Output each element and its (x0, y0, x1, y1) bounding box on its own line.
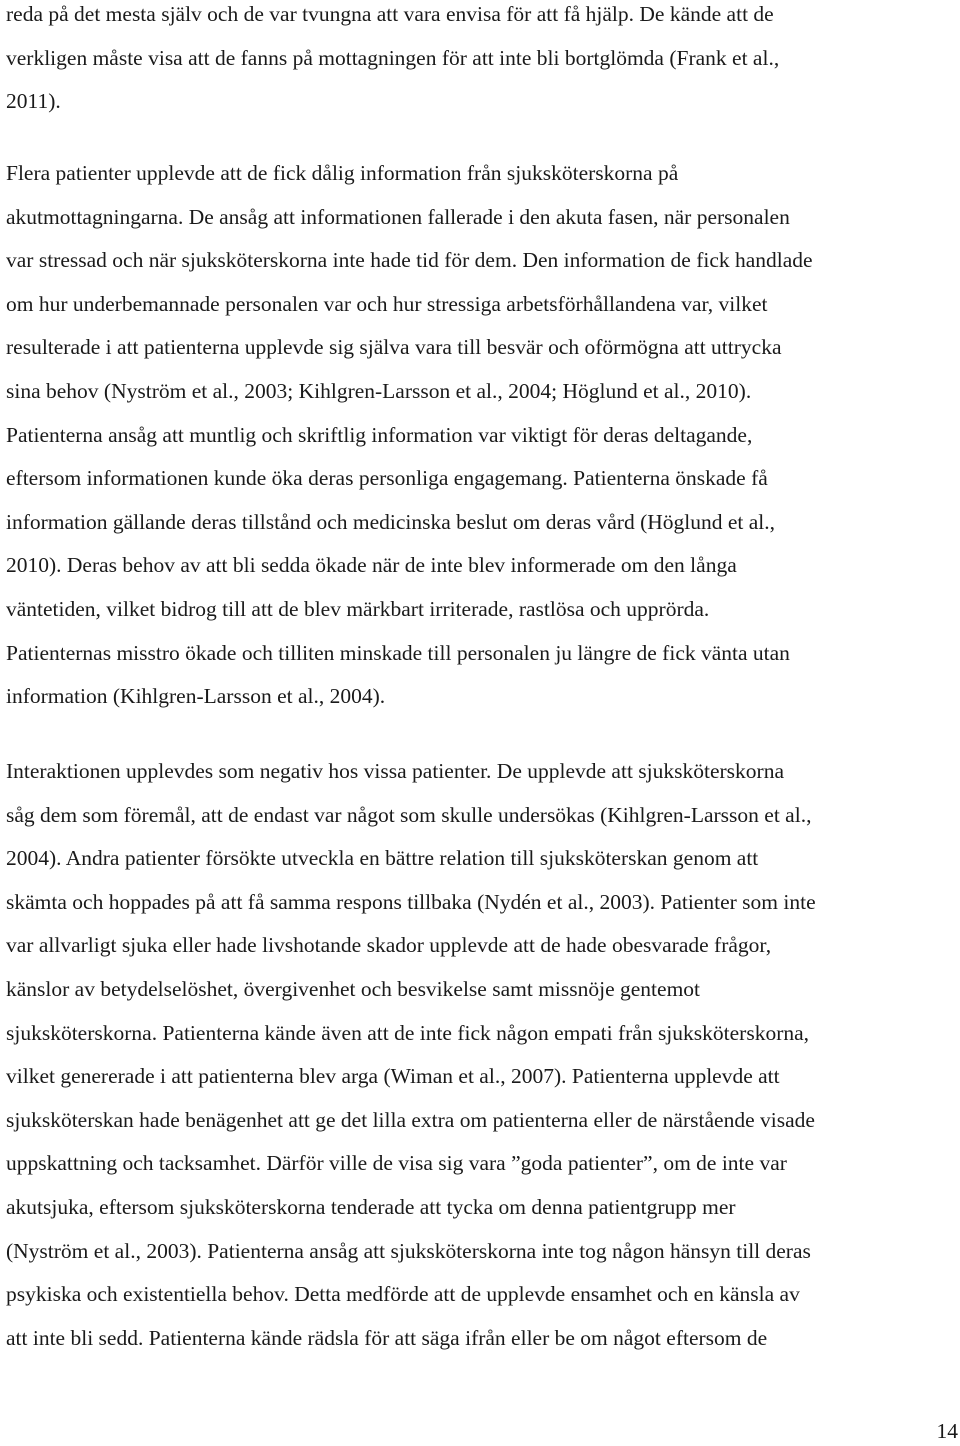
text-line: Patienternas misstro ökade och tilliten minskade till personalen ju längre de fick vänta utan (6, 640, 790, 665)
text-line: reda på det mesta själv och de var tvungna att vara envisa för att få hjälp. De kände att de (6, 2, 774, 26)
text-line: Interaktionen upplevdes som negativ hos vissa patienter. De upplevde att sjuksköterskorna (6, 759, 784, 783)
text-line: sjuksköterskan hade benägenhet att ge det lilla extra om patienterna eller de närstående visade (6, 1107, 815, 1132)
paragraph-2 (6, 152, 813, 719)
text-line: Patienterna ansåg att muntlig och skriftlig information var viktigt för deras deltagande, (6, 422, 753, 447)
text-line: information gällande deras tillstånd och medicinska beslut om deras vård (Höglund et al., (6, 509, 776, 534)
text-line: känslor av betydelselöshet, övergivenhet och besvikelse samt missnöje gentemot (6, 976, 701, 1001)
text-line: psykiska och existentiella behov. Detta medförde att de upplevde ensamhet och en känsla av (6, 1282, 800, 1307)
text-line: väntetiden, vilket bidrog till att de blev märkbart irriterade, rastlösa och upprörda. (6, 596, 710, 621)
text-line: vilket genererade i att patienterna blev arga (Wiman et al., 2007). Patienterna upplevde att (6, 1064, 780, 1089)
paragraph-1 (6, 0, 779, 124)
text-line: eftersom informationen kunde öka deras personliga engagemang. Patienterna önskade få (6, 466, 768, 491)
text-line: att inte bli sedd. Patienterna kände rädsla för att säga ifrån eller be om något eftersom de (6, 1325, 768, 1350)
text-line: skämta och hoppades på att få samma respons tillbaka (Nydén et al., 2003). Patienter som inte (6, 889, 816, 914)
text-line: akutmottagningarna. De ansåg att informationen fallerade i den akuta fasen, när personalen (6, 204, 790, 229)
text-line: resulterade i att patienterna upplevde sig själva vara till besvär och oförmögna att uttrycka (6, 335, 782, 360)
text-line: sina behov (Nyström et al., 2003; Kihlgren-Larsson et al., 2004; Höglund et al., 2010). (6, 378, 752, 403)
paragraph-3 (6, 750, 816, 1360)
text-line: 2011). (6, 89, 61, 114)
text-line: sjuksköterskorna. Patienterna kände även att de inte fick någon empati från sjuksköterskorna, (6, 1020, 810, 1045)
text-line: Flera patienter upplevde att de fick dålig information från sjuksköterskorna på (6, 161, 679, 185)
text-line: 2010). Deras behov av att bli sedda ökade när de inte blev informerade om den långa (6, 553, 737, 578)
text-line: om hur underbemannade personalen var och hur stressiga arbetsförhållandena var, vilket (6, 291, 768, 316)
text-line: verkligen måste visa att de fanns på mottagningen för att inte bli bortglömda (Frank et al., (6, 45, 780, 70)
text-line: 2004). Andra patienter försökte utveckla en bättre relation till sjuksköterskan genom att (6, 846, 759, 871)
text-line: var allvarligt sjuka eller hade livshotande skador upplevde att de hade obesvarade frågor, (6, 933, 772, 958)
text-line: information (Kihlgren-Larsson et al., 2004). (6, 684, 386, 709)
text-line: (Nyström et al., 2003). Patienterna ansåg att sjuksköterskorna inte tog någon hänsyn till deras (6, 1238, 811, 1263)
text-line: såg dem som föremål, att de endast var något som skulle undersökas (Kihlgren-Larsson et al., (6, 802, 812, 827)
text-line: uppskattning och tacksamhet. Därför ville de visa sig vara ”goda patienter”, om de inte var (6, 1151, 787, 1176)
text-line: var stressad och när sjuksköterskorna inte hade tid för dem. Den information de fick handlade (6, 248, 813, 273)
text-line: akutsjuka, eftersom sjuksköterskorna tenderade att tycka om denna patientgrupp mer (6, 1194, 736, 1219)
page-number: 14 (936, 1419, 958, 1443)
